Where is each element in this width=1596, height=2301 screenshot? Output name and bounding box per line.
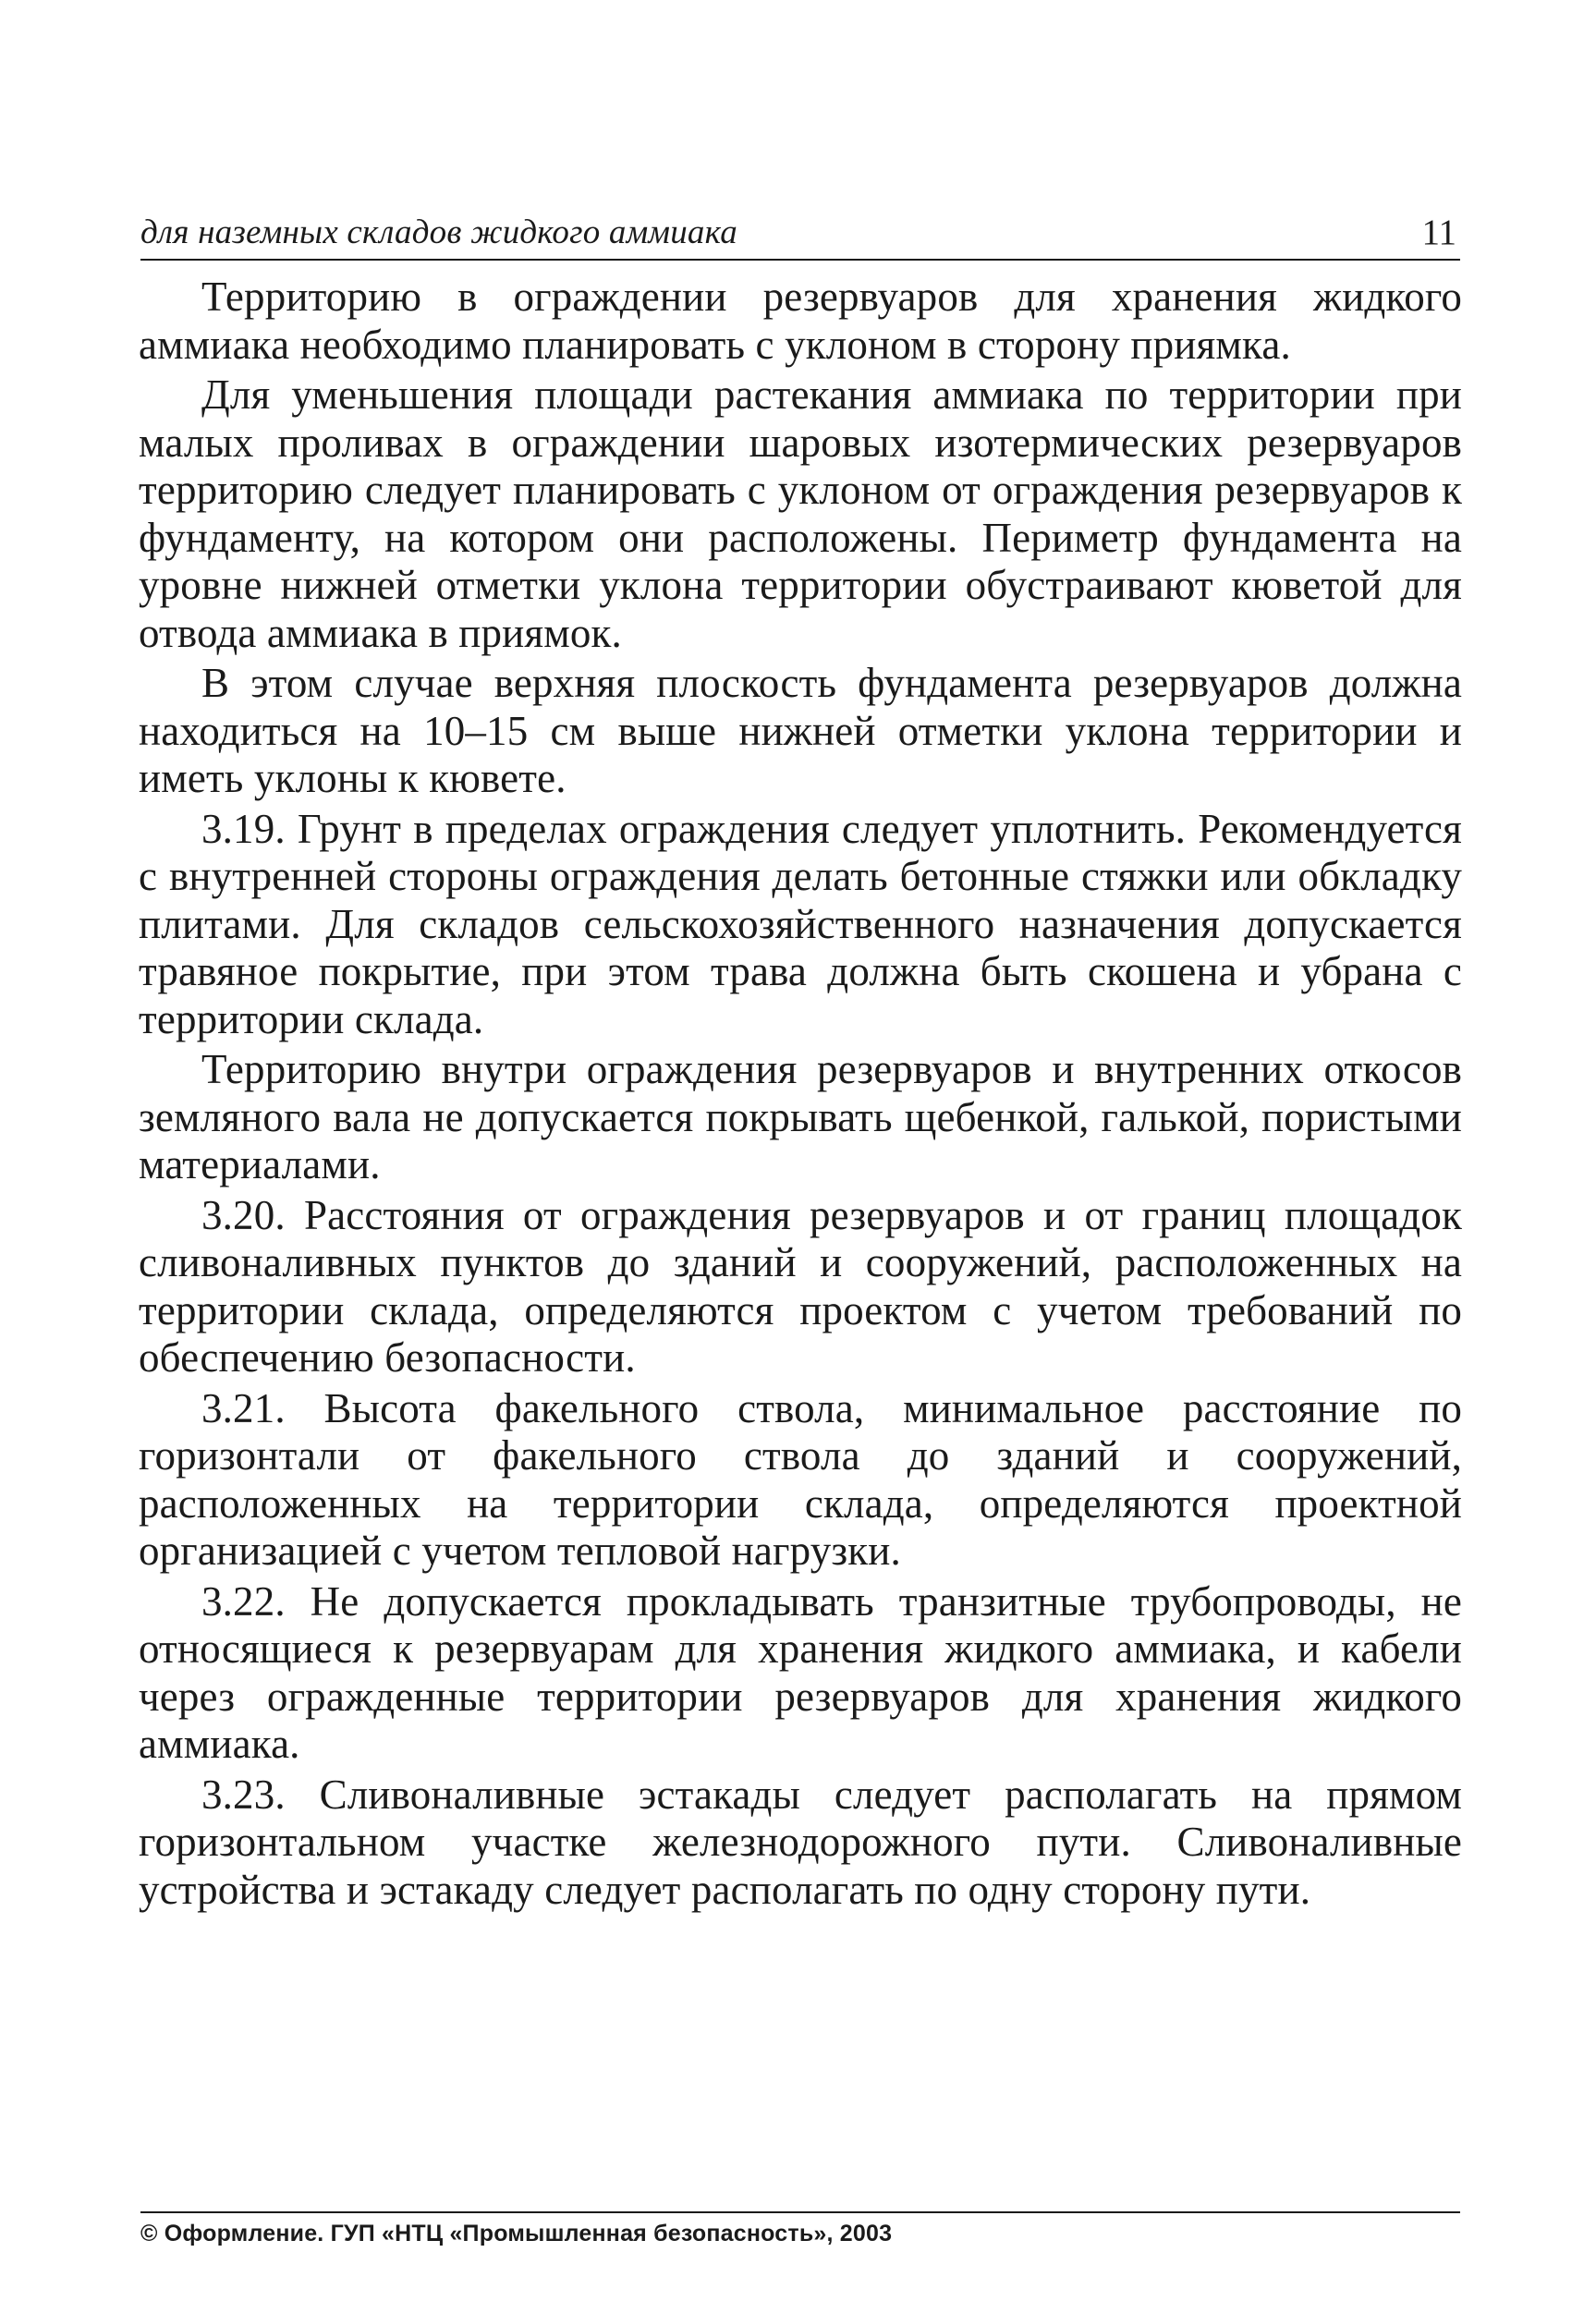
page-number: 11 bbox=[1421, 213, 1456, 252]
running-header bbox=[140, 209, 1460, 257]
running-title: для наземных складов жидкого аммиака bbox=[140, 213, 737, 251]
paragraph-1: Территорию в ограждении резервуаров для хранения жидкого аммиака необходимо планировать с уклоном в сторону приямка. bbox=[139, 274, 1462, 368]
paragraph-2: Для уменьшения площади растекания аммиака по территории при малых проливах в ограждении шаровых изотермических резервуаров территорию следует планировать с уклоном от ограждения резервуаров к фундаменту, на котором они расположены. Периметр фундамента на уровне нижней отметки уклона территории обустраивают кюветой для отвода аммиака в приямок. bbox=[139, 371, 1462, 656]
paragraph-3: В этом случае верхняя плоскость фундамента резервуаров должна находиться на 10–15 см выше нижней отметки уклона территории и иметь уклоны к кювете. bbox=[139, 660, 1462, 801]
paragraph-3-22: 3.22. Не допускается прокладывать транзитные трубопроводы, не относящиеся к резервуарам для хранения жидкого аммиака, и кабели через огражденные территории резервуаров для хранения жидкого аммиака. bbox=[139, 1577, 1462, 1767]
header-rule bbox=[140, 259, 1460, 261]
footer-rule bbox=[140, 2211, 1460, 2213]
paragraph-3-19: 3.19. Грунт в пределах ограждения следует уплотнить. Рекомендуется с внутренней стороны ограждения делать бетонные стяжки или обкладку плитами. Для складов сельскохозяйственного назначения допускается травяное покрытие, при этом трава должна быть скошена и убрана с территории склада. bbox=[139, 805, 1462, 1042]
copyright-notice: © Оформление. ГУП «НТЦ «Промышленная безопасность», 2003 bbox=[140, 2221, 893, 2246]
paragraph-3-20: 3.20. Расстояния от ограждения резервуаров и от границ площадок сливоналивных пунктов до зданий и сооружений, расположенных на территории склада, определяются проектом с учетом требований по обеспечению безопасности. bbox=[139, 1191, 1462, 1381]
paragraph-3-21: 3.21. Высота факельного ствола, минимальное расстояние по горизонтали от факельного ствола до зданий и сооружений, расположенных на территории склада, определяются проектной организацией с учетом тепловой нагрузки. bbox=[139, 1384, 1462, 1574]
body-text bbox=[139, 274, 1462, 1917]
paragraph-3-23: 3.23. Сливоналивные эстакады следует располагать на прямом горизонтальном участке железнодорожного пути. Сливоналивные устройства и эстакаду следует располагать по одну сторону пути. bbox=[139, 1771, 1462, 1913]
paragraph-5: Территорию внутри ограждения резервуаров и внутренних откосов земляного вала не допускается покрывать щебенкой, галькой, пористыми материалами. bbox=[139, 1046, 1462, 1187]
